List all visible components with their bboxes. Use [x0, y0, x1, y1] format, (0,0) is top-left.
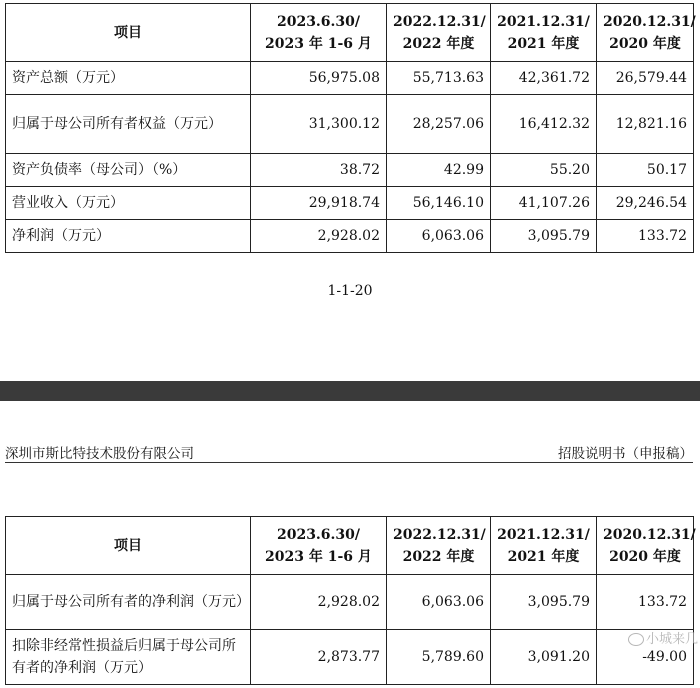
table-row	[6, 95, 694, 154]
row-label: 资产总额（万元）	[6, 62, 251, 95]
cell-value: 38.72	[251, 154, 387, 187]
cell-value: 55.20	[491, 154, 597, 187]
header-col-2022: 2022.12.31/ 2022 年度	[387, 4, 491, 62]
cell-value: 56,975.08	[251, 62, 387, 95]
watermark	[628, 628, 698, 647]
header-col-2021: 2021.12.31/ 2021 年度	[491, 4, 597, 62]
cell-value: 55,713.63	[387, 62, 491, 95]
cell-value: 2,928.02	[251, 575, 387, 630]
header-item: 项目	[6, 517, 251, 575]
header-col-2023h1: 2023.6.30/ 2023 年 1-6 月	[251, 517, 387, 575]
table-header-row	[6, 517, 694, 575]
cell-value: 5,789.60	[387, 630, 491, 685]
row-label: 扣除非经常性损益后归属于母公司所有者的净利润（万元）	[6, 630, 251, 685]
cell-value: 29,246.54	[597, 187, 694, 220]
row-label: 净利润（万元）	[6, 220, 251, 253]
cell-value: 42,361.72	[491, 62, 597, 95]
financial-summary-table	[5, 3, 694, 253]
cell-value: 56,146.10	[387, 187, 491, 220]
header-col-2020: 2020.12.31/ 2020 年度	[597, 4, 694, 62]
cell-value: -49.00	[597, 630, 694, 685]
cell-value: 12,821.16	[597, 95, 694, 154]
cell-value: 3,091.20	[491, 630, 597, 685]
row-label: 营业收入（万元）	[6, 187, 251, 220]
header-col-2021: 2021.12.31/ 2021 年度	[491, 517, 597, 575]
cell-value: 2,928.02	[251, 220, 387, 253]
cell-value: 6,063.06	[387, 220, 491, 253]
row-label: 归属于母公司所有者权益（万元）	[6, 95, 251, 154]
cell-value: 41,107.26	[491, 187, 597, 220]
cell-value: 16,412.32	[491, 95, 597, 154]
cell-value: 3,095.79	[491, 575, 597, 630]
watermark-text: 小城来几	[645, 632, 698, 647]
cell-value: 31,300.12	[251, 95, 387, 154]
cell-value: 28,257.06	[387, 95, 491, 154]
table-row	[6, 575, 694, 630]
page-separator	[0, 381, 700, 401]
cell-value: 6,063.06	[387, 575, 491, 630]
table-row	[6, 187, 694, 220]
cell-value: 26,579.44	[597, 62, 694, 95]
cell-value: 42.99	[387, 154, 491, 187]
table-row	[6, 220, 694, 253]
cell-value: 29,918.74	[251, 187, 387, 220]
page-number: 1-1-20	[327, 283, 373, 299]
document-type: 招股说明书（申报稿）	[558, 446, 693, 462]
cell-value: 133.72	[597, 220, 694, 253]
row-label: 归属于母公司所有者的净利润（万元）	[6, 575, 251, 630]
table-row	[6, 62, 694, 95]
header-divider	[5, 462, 693, 463]
table-header-row	[6, 4, 694, 62]
cell-value: 50.17	[597, 154, 694, 187]
cell-value: 2,873.77	[251, 630, 387, 685]
cell-value: 133.72	[597, 575, 694, 630]
net-profit-table	[5, 516, 694, 685]
weibo-icon	[628, 633, 644, 646]
cell-value: 3,095.79	[491, 220, 597, 253]
header-item: 项目	[6, 4, 251, 62]
header-col-2022: 2022.12.31/ 2022 年度	[387, 517, 491, 575]
company-name: 深圳市斯比特技术股份有限公司	[5, 446, 194, 462]
table-row	[6, 154, 694, 187]
header-col-2020: 2020.12.31/ 2020 年度	[597, 517, 694, 575]
table-row	[6, 630, 694, 685]
header-col-2023h1: 2023.6.30/ 2023 年 1-6 月	[251, 4, 387, 62]
row-label: 资产负债率（母公司）（%）	[6, 154, 251, 187]
